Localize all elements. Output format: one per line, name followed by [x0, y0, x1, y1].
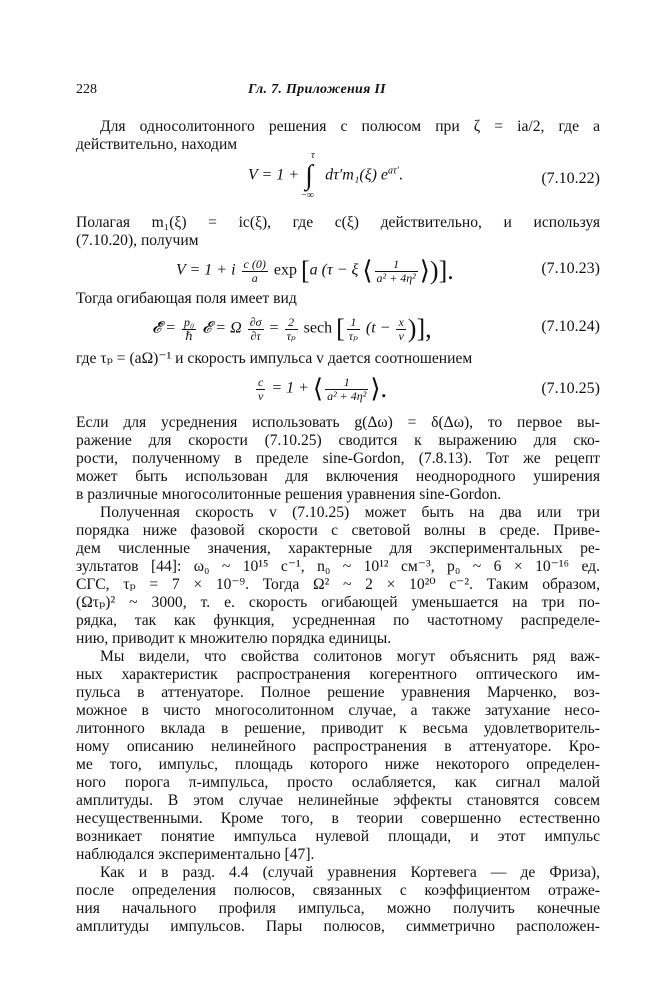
eq1-tail: . [398, 166, 403, 184]
equation-7-10-23 [76, 250, 600, 294]
eq2-mid: a (τ − ξ [309, 261, 359, 279]
text-line: Полученная скорость v (7.10.25) может быть на два или три [100, 504, 600, 521]
text-line: ного порога π-импульса, просто ослабляется, как сигнал малой [76, 774, 600, 791]
sech-function: sech [303, 319, 333, 337]
fraction: $\frac{2}{\text{τₚ}}$ [286, 314, 296, 343]
eq2-lhs: V = 1 + i [176, 261, 236, 279]
integral-upper-limit: τ [311, 150, 315, 161]
text-line: Тогда огибающая поля имеет вид [76, 290, 297, 307]
text-line: ме того, импульс, площадь которого ниже некоторого определен- [76, 756, 600, 773]
text-line: Как и в разд. 4.4 (случай уравнения Кортевега — де Фриза), [100, 864, 600, 881]
text-line: Полагая m₁(ξ) = ic(ξ), где c(ξ) действительно, и используя [76, 214, 600, 231]
eq1-lhs: V = 1 + [248, 166, 300, 184]
closing-brackets: )], [407, 314, 432, 343]
right-angle: ⟩ [419, 256, 430, 285]
left-angle: ⟨ [362, 256, 373, 285]
text-line: амплитуды импульсов. Пары полюсов, симметрично расположен- [76, 918, 600, 935]
text-line: ражение для скорости (7.10.25) сводится к выражению для ско- [76, 432, 600, 449]
text-line: пульса в аттенуаторе. Полное решение уравнения Марченко, воз- [76, 684, 600, 701]
text-line: где τₚ = (aΩ)⁻¹ и скорость импульса v дается соотношением [76, 350, 473, 367]
text-line: (Ωτₚ)² ~ 3000, т. е. скорость огибающей уменьшается на три по- [76, 594, 600, 611]
integral-lower-limit: −∞ [301, 190, 314, 201]
text-line: в различные многосолитонные решения уравнения sine-Gordon. [76, 486, 502, 503]
text-line: зультатов [44]: ω₀ ~ 10¹⁵ c⁻¹, n₀ ~ 10¹² см⁻³, p₀ ~ 6 × 10⁻¹⁶ ед. [76, 558, 600, 575]
right-angle: ⟩. [370, 374, 387, 403]
fraction: $\frac{1}{\text{τₚ}}$ [348, 314, 358, 343]
eq3-lhs: 𝓔̃ = [152, 319, 176, 337]
eq1-exponent: aτ′ [388, 165, 399, 177]
text-line: рости, полученному в пределе sine-Gordon, (7.8.13). Тот же рецепт [76, 450, 600, 467]
equation-number: (7.10.22) [541, 170, 600, 187]
equation-number: (7.10.24) [541, 318, 600, 335]
text-line: дем численные значения, характерные для экспериментальных ре- [76, 540, 600, 557]
equation-number: (7.10.25) [541, 380, 600, 397]
equals-sign: = [269, 319, 279, 337]
equation-7-10-22 [76, 150, 600, 201]
text-line: (7.10.20), получим [76, 232, 199, 249]
equation-number: (7.10.23) [541, 260, 600, 277]
fraction: $\frac{1}{\text{a² + 4η²}}$ [376, 256, 416, 285]
equation-7-10-24 [76, 308, 600, 352]
fraction: $\frac{1}{\text{a² + 4η²}}$ [327, 374, 367, 403]
text-line: ния начального профиля импульса, можно получить конечные [76, 900, 600, 917]
fraction: $\frac{c}{v}$ [258, 374, 264, 403]
text-line: можное в чисто многосолитонном случае, а также затухание несо- [76, 702, 600, 719]
running-title: Гл. 7. Приложения II [248, 82, 386, 97]
left-bracket: [ [300, 256, 310, 285]
integral-sign: ∫ τ −∞ [301, 150, 315, 201]
page-number: 228 [76, 82, 97, 97]
fraction: $\frac{x}{v}$ [398, 314, 404, 343]
text-line: литонного вклада в решение, приводит к весьма удовлетворитель- [76, 720, 600, 737]
text-line: порядка ниже фазовой скорости c световой волны в среде. Приве- [76, 522, 600, 539]
text-line: может быть использован для включения неоднородного уширения [76, 468, 600, 485]
eq3-paren: (t − [365, 319, 391, 337]
page-header [76, 82, 600, 102]
exp-function: exp [273, 261, 297, 279]
equation-7-10-25 [76, 368, 600, 412]
text-line: амплитуды. В этом случае нелинейные эффекты становятся совсем [76, 792, 600, 809]
text-line: действительно, находим [76, 136, 238, 153]
text-line: ных характеристик распространения когерентного оптического им- [76, 666, 600, 683]
text-line: Если для усреднения использовать g(Δω) = δ(Δω), то первое вы- [76, 414, 600, 431]
left-angle: ⟨ [312, 374, 324, 403]
text-line: несущественными. Кроме того, в теории совершенно естественно [76, 810, 600, 827]
fraction: $\frac{\partial\sigma}{\partial\tau}$ [249, 314, 262, 343]
closing-brackets: )]. [429, 256, 454, 285]
eq1-integrand: dτ′m₁(ξ) e [325, 166, 389, 184]
text-line: после определения полюсов, связанных с коэффициентом отраже- [76, 882, 600, 899]
text-line: наблюдался экспериментально [47]. [76, 846, 315, 863]
text-line: Для односолитонного решения с полюсом при ζ = ia/2, где a [100, 118, 600, 135]
text-line: Мы видели, что свойства солитонов могут объяснить ряд важ- [100, 648, 600, 665]
text-line: ному описанию нелинейного распространения в аттенуаторе. Кро- [76, 738, 600, 755]
text-line: нию, приводит к множителю порядка единицы. [76, 630, 392, 647]
eq4-rhs: = 1 + [271, 379, 309, 397]
text-line: возникает понятие импульса нулевой площади, и этот импульс [76, 828, 600, 845]
text-line: рядка, так как функция, усредненная по частотному распределе- [76, 612, 600, 629]
eq3-mid: 𝓔 = Ω [202, 319, 242, 337]
fraction: $\frac{\text{p₀}}{\text{ℏ}}$ [183, 314, 195, 343]
text-line: СГС, τₚ = 7 × 10⁻⁹. Тогда Ω² ~ 2 × 10²⁰ c⁻². Таким образом, [76, 576, 600, 593]
fraction: $\frac{c (0)}{a}$ [243, 256, 266, 285]
left-bracket: [ [336, 314, 345, 343]
